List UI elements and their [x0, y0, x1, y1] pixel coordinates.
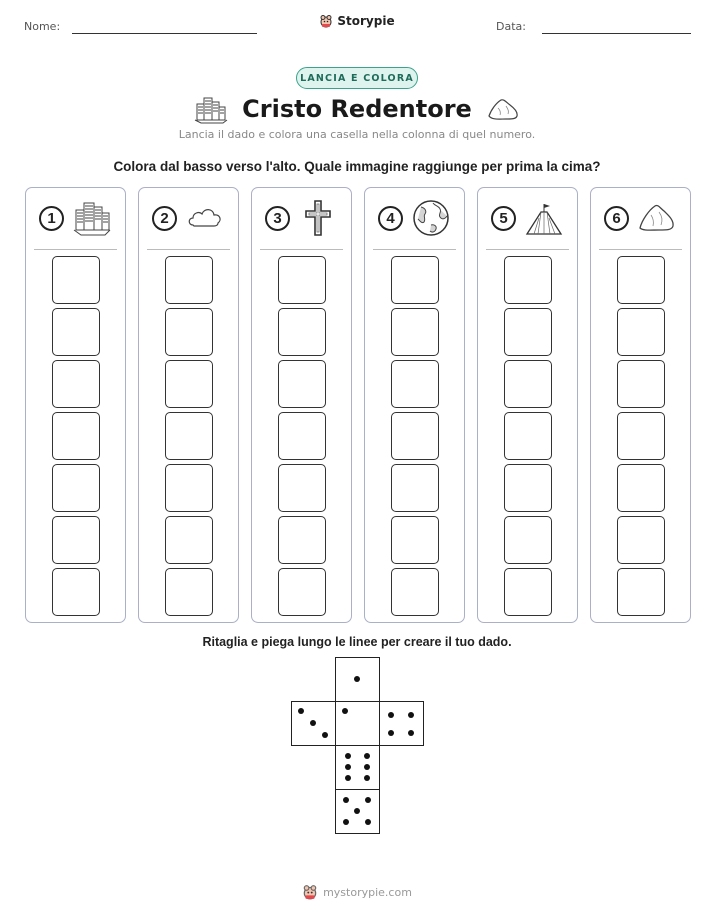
color-cell[interactable]	[278, 568, 326, 616]
color-cell[interactable]	[617, 308, 665, 356]
die-pip	[408, 730, 414, 736]
color-cell[interactable]	[52, 308, 100, 356]
die-pip	[364, 753, 370, 759]
color-cell[interactable]	[617, 412, 665, 460]
column-header	[252, 188, 351, 248]
die-pip	[343, 797, 349, 803]
die-pip	[365, 797, 371, 803]
die-face-1	[335, 701, 380, 746]
cell-stack	[365, 256, 464, 616]
color-cell[interactable]	[391, 464, 439, 512]
color-cell[interactable]	[504, 360, 552, 408]
brand-name: Storypie	[337, 14, 395, 28]
cut-instruction: Ritaglia e piega lungo le linee per creare il tuo dado.	[202, 635, 512, 649]
color-cell[interactable]	[278, 412, 326, 460]
die-pip	[343, 819, 349, 825]
color-cell[interactable]	[504, 568, 552, 616]
color-cell[interactable]	[504, 412, 552, 460]
color-cell[interactable]	[391, 516, 439, 564]
color-cell[interactable]	[391, 412, 439, 460]
color-cell[interactable]	[165, 360, 213, 408]
die-pip	[354, 676, 360, 682]
color-cell[interactable]	[504, 516, 552, 564]
color-cell[interactable]	[165, 308, 213, 356]
rock-icon	[486, 96, 520, 122]
column-number: 2	[152, 206, 177, 231]
column-header	[591, 188, 690, 248]
race-column-6	[590, 187, 691, 623]
color-cell[interactable]	[391, 256, 439, 304]
city-buildings-icon	[72, 198, 112, 238]
name-line[interactable]	[72, 33, 257, 34]
color-cell[interactable]	[52, 568, 100, 616]
color-cell[interactable]	[278, 516, 326, 564]
column-number: 5	[491, 206, 516, 231]
color-cell[interactable]	[52, 464, 100, 512]
color-cell[interactable]	[278, 464, 326, 512]
color-cell[interactable]	[391, 568, 439, 616]
column-header	[478, 188, 577, 248]
footer	[0, 884, 714, 900]
footer-url[interactable]: mystorypie.com	[323, 885, 412, 899]
cross-icon	[298, 198, 338, 238]
race-column-2	[138, 187, 239, 623]
color-cell[interactable]	[165, 568, 213, 616]
die-pip	[298, 708, 304, 714]
storypie-mascot-icon	[319, 14, 333, 28]
color-cell[interactable]	[617, 568, 665, 616]
die-face-1	[335, 657, 380, 702]
race-column-5	[477, 187, 578, 623]
die-pip	[345, 764, 351, 770]
column-header	[26, 188, 125, 248]
column-number: 6	[604, 206, 629, 231]
color-cell[interactable]	[617, 256, 665, 304]
cell-stack	[478, 256, 577, 616]
die-pip	[342, 708, 348, 714]
column-header	[139, 188, 238, 248]
instruction: Colora dal basso verso l'alto. Quale immagine raggiunge per prima la cima?	[113, 159, 601, 174]
column-divider	[147, 249, 230, 250]
die-face-6	[335, 745, 380, 790]
column-divider	[34, 249, 117, 250]
die-pip	[408, 712, 414, 718]
die-pip	[388, 730, 394, 736]
column-number: 3	[265, 206, 290, 231]
die-pip	[364, 764, 370, 770]
die-face-5	[335, 789, 380, 834]
page-title: Cristo Redentore	[242, 95, 472, 123]
color-cell[interactable]	[391, 360, 439, 408]
color-cell[interactable]	[52, 256, 100, 304]
color-cell[interactable]	[504, 308, 552, 356]
globe-icon	[411, 198, 451, 238]
storypie-mascot-icon	[302, 884, 318, 900]
die-pip	[365, 819, 371, 825]
color-cell[interactable]	[278, 360, 326, 408]
race-column-4	[364, 187, 465, 623]
name-label: Nome:	[24, 20, 61, 33]
column-header	[365, 188, 464, 248]
color-cell[interactable]	[504, 256, 552, 304]
color-cell[interactable]	[504, 464, 552, 512]
color-cell[interactable]	[165, 256, 213, 304]
die-pip	[364, 775, 370, 781]
activity-badge: LANCIA E COLORA	[296, 67, 418, 89]
column-number: 1	[39, 206, 64, 231]
rock-icon	[637, 198, 677, 238]
die-pip	[388, 712, 394, 718]
city-buildings-icon	[194, 94, 228, 124]
color-cell[interactable]	[617, 464, 665, 512]
subtitle: Lancia il dado e colora una casella nella colonna di quel numero.	[178, 128, 536, 141]
mountain-flag-icon	[524, 198, 564, 238]
race-columns	[25, 187, 691, 623]
color-cell[interactable]	[278, 256, 326, 304]
column-number: 4	[378, 206, 403, 231]
date-label: Data:	[496, 20, 526, 33]
cell-stack	[252, 256, 351, 616]
die-pip	[354, 808, 360, 814]
color-cell[interactable]	[165, 464, 213, 512]
cloud-icon	[185, 198, 225, 238]
date-line[interactable]	[542, 33, 691, 34]
color-cell[interactable]	[617, 516, 665, 564]
color-cell[interactable]	[278, 308, 326, 356]
die-face-4	[379, 701, 424, 746]
column-divider	[599, 249, 682, 250]
color-cell[interactable]	[52, 360, 100, 408]
race-column-1	[25, 187, 126, 623]
title-row	[0, 92, 714, 126]
color-cell[interactable]	[52, 516, 100, 564]
color-cell[interactable]	[52, 412, 100, 460]
cell-stack	[139, 256, 238, 616]
cell-stack	[591, 256, 690, 616]
column-divider	[260, 249, 343, 250]
die-pip	[345, 753, 351, 759]
die-pip	[345, 775, 351, 781]
race-column-3	[251, 187, 352, 623]
color-cell[interactable]	[165, 516, 213, 564]
die-pip	[310, 720, 316, 726]
cell-stack	[26, 256, 125, 616]
column-divider	[373, 249, 456, 250]
color-cell[interactable]	[391, 308, 439, 356]
column-divider	[486, 249, 569, 250]
color-cell[interactable]	[617, 360, 665, 408]
die-pip	[322, 732, 328, 738]
die-face-3	[291, 701, 336, 746]
color-cell[interactable]	[165, 412, 213, 460]
brand-logo	[0, 14, 714, 28]
